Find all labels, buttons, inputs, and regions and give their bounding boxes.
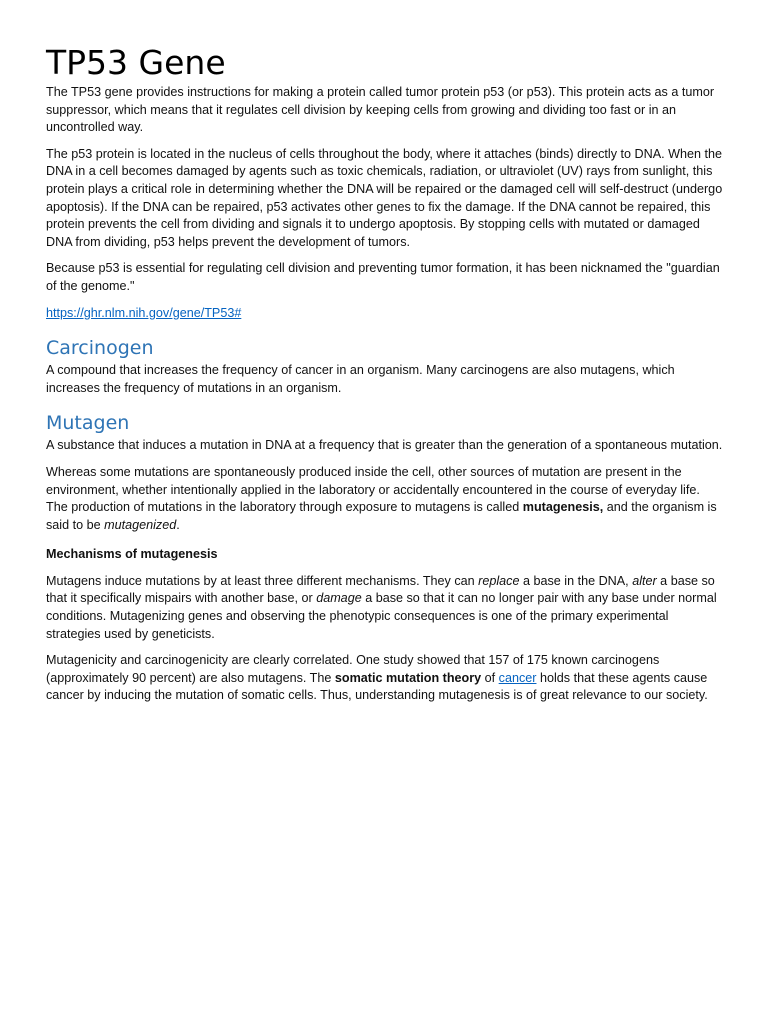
tp53-paragraph-1: The TP53 gene provides instructions for making a protein called tumor protein p53 (or p53). This protein acts as a tumor suppressor, which means that it regulates cell division by keeping cells from growing and dividing too fast or in an uncontrolled way. (46, 85, 715, 135)
page-title: TP53 Gene (46, 43, 226, 82)
mutagen-paragraph-2 (46, 464, 724, 534)
cancer-link[interactable]: cancer (498, 670, 537, 685)
mutagen-p4-text-a: Mutagenicity and carcinogenicity are clearly correlated. One study showed that 157 of 175 known carcinogens (approximately 90 percent) are also mutagens. The (46, 653, 660, 685)
mutagen-p4-text-c: of (481, 670, 499, 685)
carcinogen-paragraph: A compound that increases the frequency of cancer in an organism. Many carcinogens are also mutagens, which increases the frequency of mutations in an organism. (46, 363, 675, 395)
tp53-paragraph-3: Because p53 is essential for regulating cell division and preventing tumor formation, it has been nicknamed the "guardian of the genome." (46, 261, 720, 293)
somatic-mutation-theory-term: somatic mutation theory (334, 670, 482, 685)
replace-term: replace (478, 573, 520, 588)
tp53-link-paragraph (46, 305, 724, 323)
mutagenized-term: mutagenized (104, 517, 177, 532)
tp53-source-link[interactable]: https://ghr.nlm.nih.gov/gene/TP53# (46, 305, 242, 320)
mutagen-p2-text-c: and the organism is said to be (46, 500, 717, 532)
mutagen-p3-text-c: a base in the DNA, (519, 573, 633, 588)
carcinogen-heading: Carcinogen (46, 337, 154, 360)
alter-term: alter (632, 573, 657, 588)
mutagenesis-term: mutagenesis, (522, 500, 604, 515)
mechanisms-subheading: Mechanisms of mutagenesis (46, 547, 218, 562)
mutagen-paragraph-4 (46, 652, 724, 705)
mutagen-p2-text-a: Whereas some mutations are spontaneously produced inside the cell, other sources of mutation are present in the environment, whether intentionally applied in the laboratory or accidentally encountered in the course of everyday life. The production of mutations in the laboratory through exposure to mutagens is called (46, 464, 700, 515)
tp53-paragraph-2: The p53 protein is located in the nucleus of cells throughout the body, where it attaches (binds) directly to DNA. When the DNA in a cell becomes damaged by agents such as toxic chemicals, radiation, or ultraviolet (UV) rays from sunlight, this protein plays a critical role in determining whether the DNA will be repaired or the damaged cell will self-destruct (undergo apoptosis). If the DNA can be repaired, p53 activates other genes to fix the damage. If the DNA cannot be repaired, this protein prevents the cell from dividing and signals it to undergo apoptosis. By stopping cells with mutated or damaged DNA from dividing, p53 helps prevent the development of tumors. (46, 146, 723, 249)
damage-term: damage (316, 591, 362, 606)
mutagen-p3-text-a: Mutagens induce mutations by at least three different mechanisms. They can (46, 573, 479, 588)
mutagen-heading: Mutagen (46, 412, 130, 435)
mutagen-p2-text-e: . (176, 517, 180, 532)
mutagen-paragraph-1: A substance that induces a mutation in DNA at a frequency that is greater than the generation of a spontaneous mutation. (46, 438, 723, 453)
mutagen-paragraph-3 (46, 573, 724, 643)
mutagen-p3-text-e: a base so that it specifically mispairs with another base, or (46, 573, 715, 606)
mutagen-p3-text-g: a base so that it can no longer pair with any base under normal conditions. Mutagenizing genes and observing the phenotypic consequences is one of the primary experimental strategies used by geneticists. (46, 591, 717, 641)
mutagen-p4-text-d: holds that these agents cause cancer by inducing the mutation of somatic cells. Thus, understanding mutagenesis is of great relevance to our society. (46, 670, 708, 703)
